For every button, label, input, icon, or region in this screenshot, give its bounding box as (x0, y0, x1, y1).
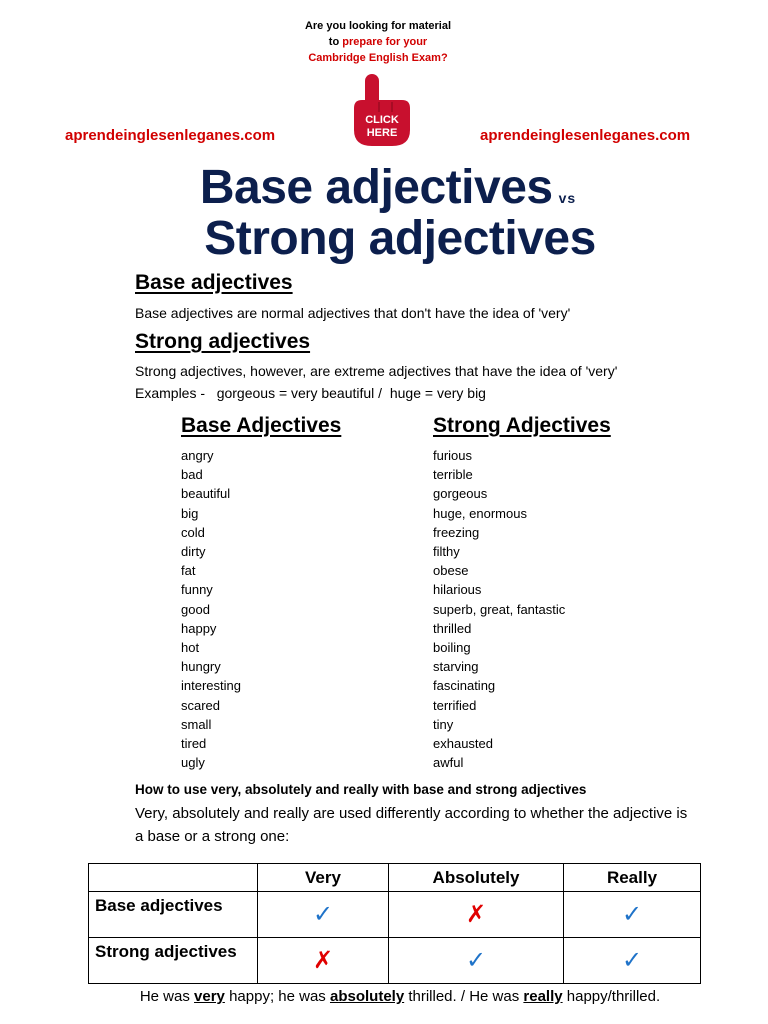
here-label: HERE (366, 127, 398, 139)
list-item: terrible (433, 467, 473, 483)
strong-adjectives-description: Strong adjectives, however, are extreme adjectives that have the idea of 'very' (135, 363, 618, 379)
examples-line: Examples - gorgeous = very beautiful / huge = very big (135, 385, 486, 401)
list-item: tired (181, 736, 207, 752)
example-part: He was (139, 988, 195, 1005)
header-empty (89, 864, 258, 892)
example-keyword-absolutely: absolutely (329, 988, 405, 1005)
list-item: hilarious (433, 582, 482, 598)
list-item: furious (433, 448, 473, 463)
list-item: big (181, 505, 199, 521)
strong-adjectives-list (433, 446, 565, 772)
list-item: gorgeous (433, 486, 488, 502)
cross-icon: ✗ (312, 947, 334, 974)
list-item: small (181, 716, 212, 732)
list-item: bad (181, 467, 203, 483)
title-base: Base adjectives (199, 161, 553, 214)
strong-adjectives-heading: Strong adjectives (135, 330, 311, 353)
row-label-strong: Strong adjectives (89, 938, 258, 984)
base-adjectives-list (181, 446, 241, 772)
list-item: ugly (181, 755, 205, 771)
list-item: funny (181, 582, 213, 598)
click-here-button[interactable] (348, 72, 416, 148)
check-icon: ✓ (465, 947, 487, 974)
promo-line-2-highlight: prepare for your (342, 36, 428, 48)
list-item: scared (181, 697, 221, 713)
promo-line-3: Cambridge English Exam? (308, 52, 448, 64)
click-label: CLICK (365, 114, 399, 126)
list-item: happy (181, 620, 217, 636)
page-title-line-2: Strong adjectives (204, 212, 596, 265)
example-sentence (0, 988, 768, 1005)
promo-text (300, 18, 456, 66)
cross-icon: ✗ (465, 901, 487, 928)
list-item: cold (181, 524, 205, 540)
base-adjectives-heading: Base adjectives (135, 271, 293, 294)
list-item: boiling (433, 640, 471, 656)
list-item: fascinating (433, 678, 496, 694)
check-icon: ✓ (312, 901, 334, 928)
table-row (89, 892, 701, 938)
howto-text: Very, absolutely and really are used differently according to whether the adjective is a base or a strong one: (135, 805, 688, 845)
table-row (89, 938, 701, 984)
site-link-left[interactable]: aprendeinglesenleganes.com (65, 127, 276, 144)
list-item: obese (433, 563, 469, 579)
list-item: angry (181, 448, 214, 463)
base-adjectives-description: Base adjectives are normal adjectives that don't have the idea of 'very' (135, 305, 571, 321)
check-icon: ✓ (621, 901, 643, 928)
example-keyword-very: very (194, 988, 225, 1005)
list-item: exhausted (433, 736, 493, 752)
list-item: hungry (181, 659, 221, 675)
list-item: huge, enormous (433, 505, 527, 521)
list-item: fat (181, 563, 196, 579)
list-item: terrified (433, 697, 477, 713)
promo-line-2-prefix: to (328, 36, 343, 48)
list-item: hot (181, 640, 200, 656)
header-absolutely: Absolutely (389, 864, 564, 892)
promo-line-2 (300, 34, 456, 50)
header-very: Very (258, 864, 389, 892)
example-keyword-really: really (523, 988, 563, 1005)
check-icon: ✓ (621, 947, 643, 974)
list-item: interesting (181, 678, 241, 694)
header-really: Really (564, 864, 701, 892)
howto-title: How to use very, absolutely and really with base and strong adjectives (135, 782, 587, 797)
site-link-right[interactable]: aprendeinglesenleganes.com (480, 127, 691, 144)
list-item: tiny (433, 716, 454, 732)
table-header-row (89, 864, 701, 892)
list-item: filthy (433, 544, 460, 560)
row-label-base: Base adjectives (89, 892, 258, 938)
strong-column-heading: Strong Adjectives (433, 414, 611, 437)
base-column-heading: Base Adjectives (181, 414, 342, 437)
list-item: good (181, 601, 210, 617)
list-item: beautiful (181, 486, 231, 502)
list-item: thrilled (433, 620, 472, 636)
list-item: dirty (181, 544, 206, 560)
list-item: freezing (433, 524, 480, 540)
usage-table (88, 863, 701, 984)
promo-line-1: Are you looking for material (304, 20, 452, 32)
example-part: happy/thrilled. (562, 988, 661, 1005)
list-item: awful (433, 755, 464, 771)
title-vs: vs (558, 190, 577, 206)
list-item: starving (433, 659, 479, 675)
example-part: thrilled. / He was (404, 988, 524, 1005)
example-part: happy; he was (224, 988, 330, 1005)
list-item: superb, great, fantastic (433, 601, 566, 617)
